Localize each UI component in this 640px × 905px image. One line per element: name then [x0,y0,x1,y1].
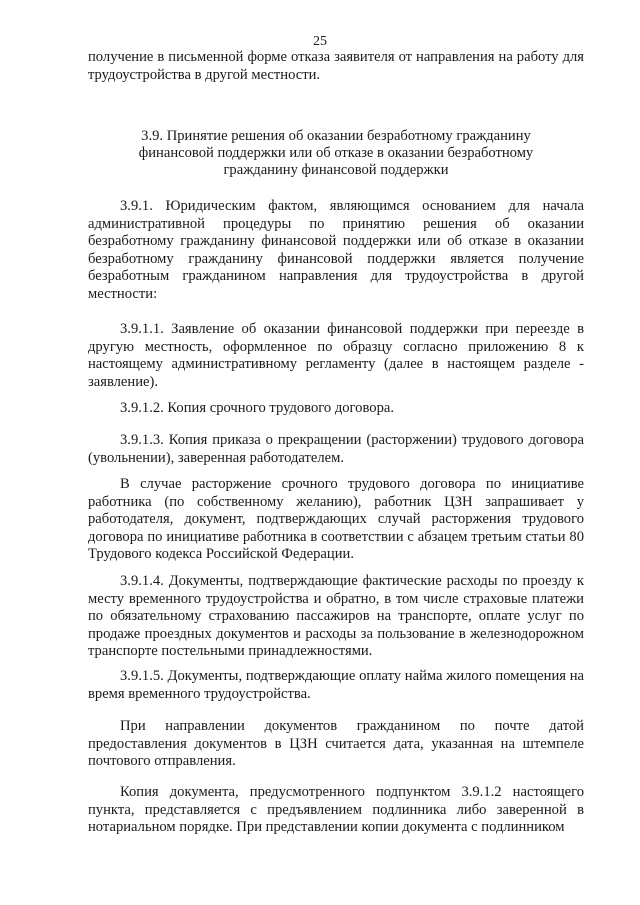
paragraph-postal-submission: При направлении документов гражданином по почте датой предоставления документов в ЦЗН считается дата, указанная на штемпеле почтового отправления. [88,718,584,769]
page-number: 25 [313,34,327,49]
paragraph-3-9-1-1: 3.9.1.1. Заявление об оказании финансовой поддержки при переезде в другую местность, оформленное по образцу согласно приложению 8 к настоящему административному регламенту (далее в настоящем разделе - заявление). [88,321,584,390]
paragraph-copy-document: Копия документа, предусмотренного подпунктом 3.9.1.2 настоящего пункта, представляется с предъявлением подлинника либо заверенной в нотариальном порядке. При представлении копии документа с подлинником [88,784,584,835]
paragraph-3-9-1-4: 3.9.1.4. Документы, подтверждающие фактические расходы по проезду к месту временного трудоустройства и обратно, в том числе страховые платежи по обязательному страхованию пассажиров на транспорте, оплате услуг по продаже проездных документов и расходы за пользование в железнодорожном транспорте постельными принадлежностями. [88,573,584,659]
paragraph-continuation: получение в письменной форме отказа заявителя от направления на работу для трудоустройства в другой местности. [88,49,584,83]
section-heading: 3.9. Принятие решения об оказании безработному гражданину финансовой поддержки или об отказе в оказании безработному гражданину финансовой поддержки [138,128,534,178]
paragraph-termination-case: В случае расторжение срочного трудового договора по инициативе работника (по собственному желанию), работник ЦЗН запрашивает у работодателя, документ, подтверждающих случай расторжения трудового договора по инициативе работника в соответствии с абзацем третьим статьи 80 Трудового кодекса Российской Федерации. [88,476,584,562]
paragraph-3-9-1-5: 3.9.1.5. Документы, подтверждающие оплату найма жилого помещения на время временного трудоустройства. [88,668,584,702]
paragraph-3-9-1-3: 3.9.1.3. Копия приказа о прекращении (расторжении) трудового договора (увольнении), заверенная работодателем. [88,432,584,466]
paragraph-3-9-1-2: 3.9.1.2. Копия срочного трудового договора. [120,400,394,416]
paragraph-3-9-1: 3.9.1. Юридическим фактом, являющимся основанием для начала административной процедуры по принятию решения об оказании безработному гражданину финансовой поддержки или об отказе в оказании безработному гражданину финансовой поддержки является получение безработным гражданином направления для трудоустройства в другой местности: [88,198,584,302]
